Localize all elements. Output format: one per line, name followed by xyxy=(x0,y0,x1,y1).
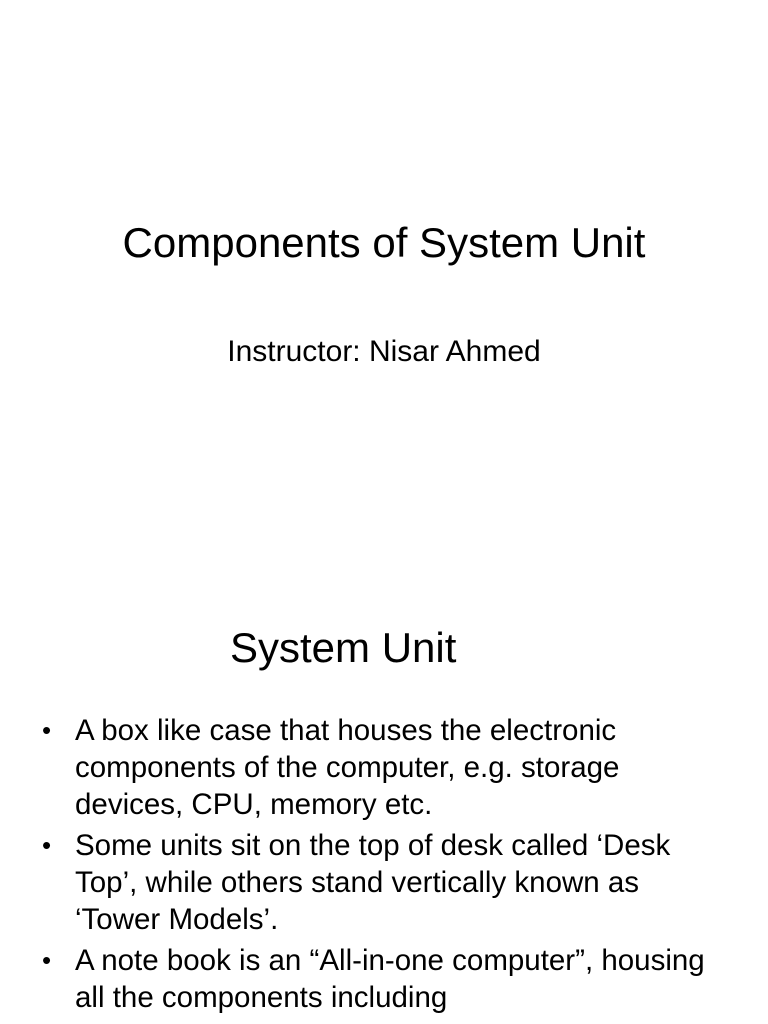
slide-title: System Unit xyxy=(230,624,457,671)
bullet-text: A note book is an “All-in-one computer”, housing all the components including xyxy=(75,944,705,1014)
bullet-list xyxy=(0,712,725,1020)
bullet-text: Some units sit on the top of desk called ‘Desk Top’, while others stand vertically known as ‘Tower Models’. xyxy=(75,829,671,936)
presentation-title: Components of System Unit xyxy=(122,219,646,266)
system-unit-slide xyxy=(0,512,768,1024)
bullet-item xyxy=(0,827,725,938)
bullet-item xyxy=(0,942,725,1016)
bullet-text: A box like case that houses the electronic components of the computer, e.g. storage devices, CPU, memory etc. xyxy=(75,714,620,821)
instructor-subtitle: Instructor: Nisar Ahmed xyxy=(227,335,541,368)
bullet-icon: • xyxy=(42,945,52,975)
bullet-icon: • xyxy=(42,715,52,745)
bullet-item xyxy=(0,712,725,823)
bullet-icon: • xyxy=(42,830,52,860)
